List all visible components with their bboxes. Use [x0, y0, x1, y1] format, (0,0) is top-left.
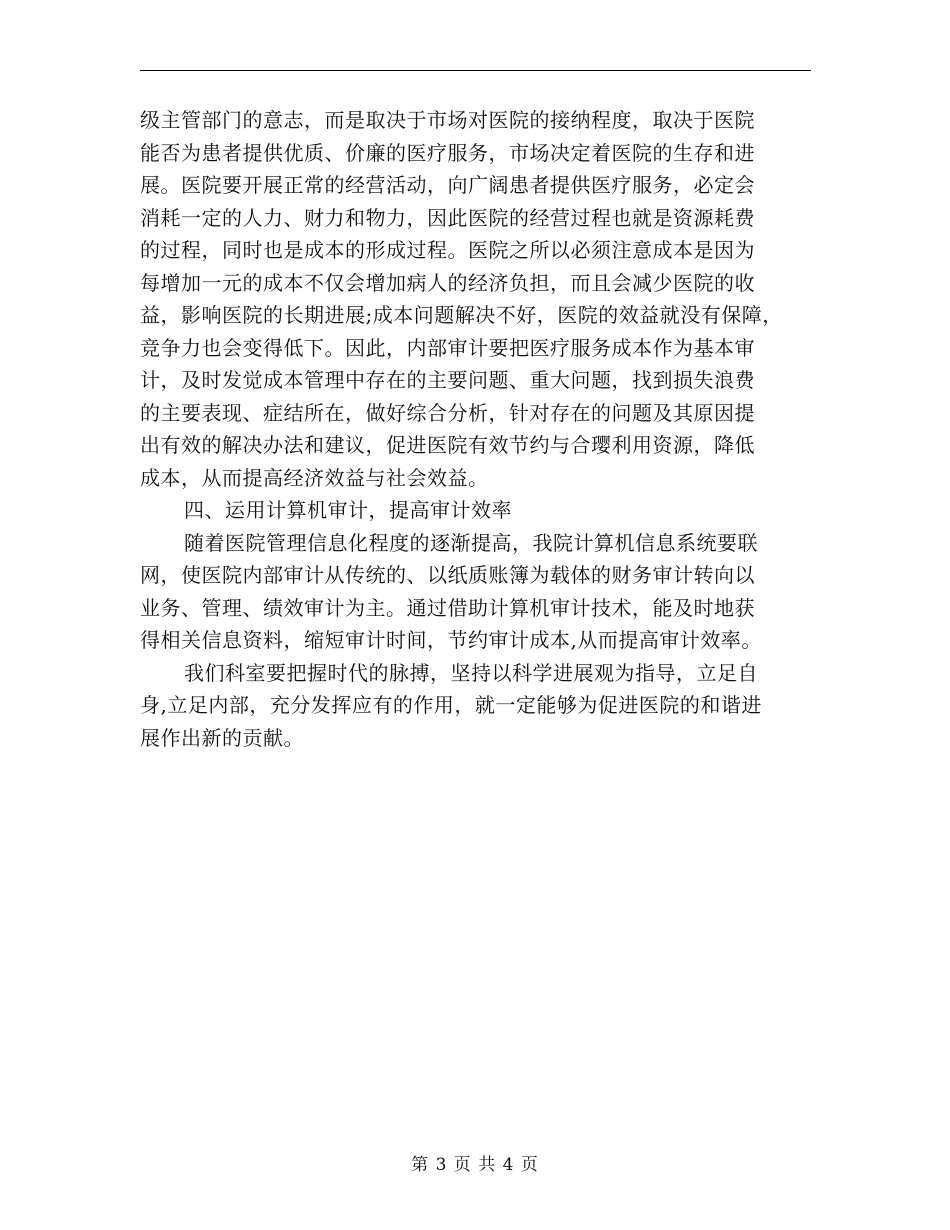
- text-line: 计，及时发觉成本管理中存在的主要问题、重大问题，找到损失浪费: [140, 368, 755, 392]
- text-line: 竞争力也会变得低下。因此，内部审计要把医疗服务成本作为基本审: [140, 335, 755, 360]
- header-rule: [140, 70, 811, 71]
- paragraph-cost-audit: [140, 104, 800, 494]
- text-line: 的过程，同时也是成本的形成过程。医院之所以必须注意成本是因为: [140, 238, 755, 262]
- text-line: 展。医院要开展正常的经营活动，向广阔患者提供医疗服务，必定会: [140, 173, 755, 197]
- text-line: 展作出新的贡献。: [140, 725, 304, 750]
- text-line: 级主管部门的意志，而是取决于市场对医院的接纳程度，取决于医院: [140, 108, 755, 132]
- document-body: [140, 104, 800, 754]
- paragraph-computer-audit: [140, 527, 800, 657]
- text-line: 身,立足内部，充分发挥应有的作用，就一定能够为促进医院的和谐进: [140, 693, 762, 717]
- text-line: 网，使医院内部审计从传统的、以纸质账簿为载体的财务审计转向以: [140, 563, 755, 587]
- text-line: 的主要表现、症结所在，做好综合分析，针对存在的问题及其原因提: [140, 400, 755, 425]
- text-line: 成本，从而提高经济效益与社会效益。: [140, 465, 489, 490]
- text-line: 业务、管理、绩效审计为主。通过借助计算机审计技术，能及时地获: [140, 595, 755, 620]
- text-line: 出有效的解决办法和建议，促进医院有效节约与合璎利用资源，降低: [140, 433, 755, 457]
- paragraph-conclusion: [140, 657, 800, 755]
- section-heading: [140, 494, 800, 527]
- text-line: 每增加一元的成本不仅会增加病人的经济负担，而且会减少医院的收: [140, 270, 755, 295]
- page-number-footer: 第 3 页 共 4 页: [411, 1155, 539, 1175]
- text-line: 我们科室要把握时代的脉搏，坚持以科学进展观为指导，立足自: [184, 660, 758, 685]
- text-line: 能否为患者提供优质、价廉的医疗服务，市场决定着医院的生存和进: [140, 140, 755, 165]
- text-line: 消耗一定的人力、财力和物力，因此医院的经营过程也就是资源耗费: [140, 205, 755, 230]
- section-heading-text: 四、运用计算机审计，提高审计效率: [184, 498, 512, 522]
- text-line: 随着医院管理信息化程度的逐渐提高，我院计算机信息系统要联: [184, 530, 758, 555]
- text-line: 益，影响医院的长期进展;成本问题解决不好，医院的效益就没有保障，: [140, 303, 783, 327]
- text-line: 得相关信息资料，缩短审计时间，节约审计成本,从而提高审计效率。: [140, 628, 762, 652]
